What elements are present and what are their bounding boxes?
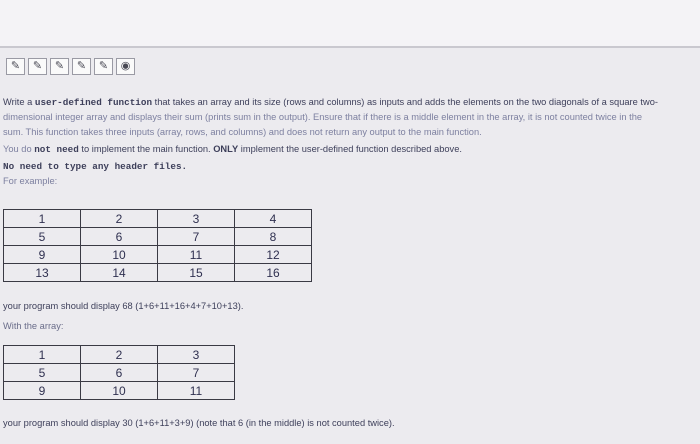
divider	[0, 46, 700, 48]
text: that takes an array and its size (rows and columns) as inputs and adds the elements on the two diagonals of a square two-	[152, 97, 658, 107]
example-array-3x3	[3, 345, 235, 400]
example-array-4x4	[3, 209, 312, 282]
table-cell: 2	[81, 346, 158, 364]
table-cell: 11	[158, 246, 235, 264]
table-cell: 10	[81, 382, 158, 400]
table-cell: 4	[235, 210, 312, 228]
problem-line-3: sum. This function takes three inputs (array, rows, and columns) and does not return any output to the main function.	[3, 127, 482, 137]
top-band	[0, 0, 700, 46]
table-cell: 8	[235, 228, 312, 246]
table-cell: 9	[4, 246, 81, 264]
bold-text: ONLY	[213, 144, 239, 154]
example-1-output-note: your program should display 68 (1+6+11+16+4+7+10+13).	[3, 301, 244, 311]
problem-line-1	[3, 95, 700, 110]
problem-line-5	[3, 159, 700, 174]
text: You do	[3, 144, 35, 154]
problem-line-2: dimensional integer array and displays their sum (prints sum in the output). Ensure that if there is a middle element in the array, it is not counted twice in the	[3, 112, 643, 122]
table-cell: 11	[158, 382, 235, 400]
table-row	[4, 364, 235, 382]
table-row	[4, 382, 235, 400]
bold-text: need to type any header files.	[19, 161, 188, 172]
text: Write a	[3, 97, 35, 107]
pencil-icon[interactable]: ✎	[6, 58, 25, 75]
problem-line-4	[3, 142, 700, 157]
bold-text: No	[3, 161, 20, 172]
pencil-icon[interactable]: ✎	[50, 58, 69, 75]
table-cell: 1	[4, 210, 81, 228]
example-2-output-note: your program should display 30 (1+6+11+3+9) (note that 6 (in the middle) is not counted twice).	[3, 418, 395, 428]
text: implement the user-defined function described above.	[238, 144, 462, 154]
table-cell: 6	[81, 364, 158, 382]
table-row	[4, 246, 312, 264]
table-cell: 7	[158, 228, 235, 246]
table-row	[4, 346, 235, 364]
example-2-label: With the array:	[3, 321, 64, 331]
table-row	[4, 228, 312, 246]
table-row	[4, 210, 312, 228]
table-cell: 2	[81, 210, 158, 228]
problem-statement	[3, 95, 700, 189]
bold-text: user-defined function	[34, 97, 153, 108]
table-cell: 3	[158, 346, 235, 364]
bold-text: not need	[34, 144, 79, 155]
pencil-icon[interactable]: ✎	[28, 58, 47, 75]
table-cell: 3	[158, 210, 235, 228]
table-cell: 9	[4, 382, 81, 400]
editor-toolbar	[6, 58, 135, 75]
table-cell: 5	[4, 228, 81, 246]
table-cell: 13	[4, 264, 81, 282]
table-cell: 1	[4, 346, 81, 364]
text: to implement the main function.	[78, 144, 214, 154]
pencil-icon[interactable]: ✎	[72, 58, 91, 75]
table-cell: 5	[4, 364, 81, 382]
table-cell: 14	[81, 264, 158, 282]
table-cell: 10	[81, 246, 158, 264]
pencil-icon[interactable]: ✎	[94, 58, 113, 75]
table-cell: 7	[158, 364, 235, 382]
table-cell: 16	[235, 264, 312, 282]
table-row	[4, 264, 312, 282]
table-cell: 6	[81, 228, 158, 246]
eye-icon[interactable]: ◉	[116, 58, 135, 75]
table-cell: 12	[235, 246, 312, 264]
problem-line-6: For example:	[3, 176, 58, 186]
table-cell: 15	[158, 264, 235, 282]
